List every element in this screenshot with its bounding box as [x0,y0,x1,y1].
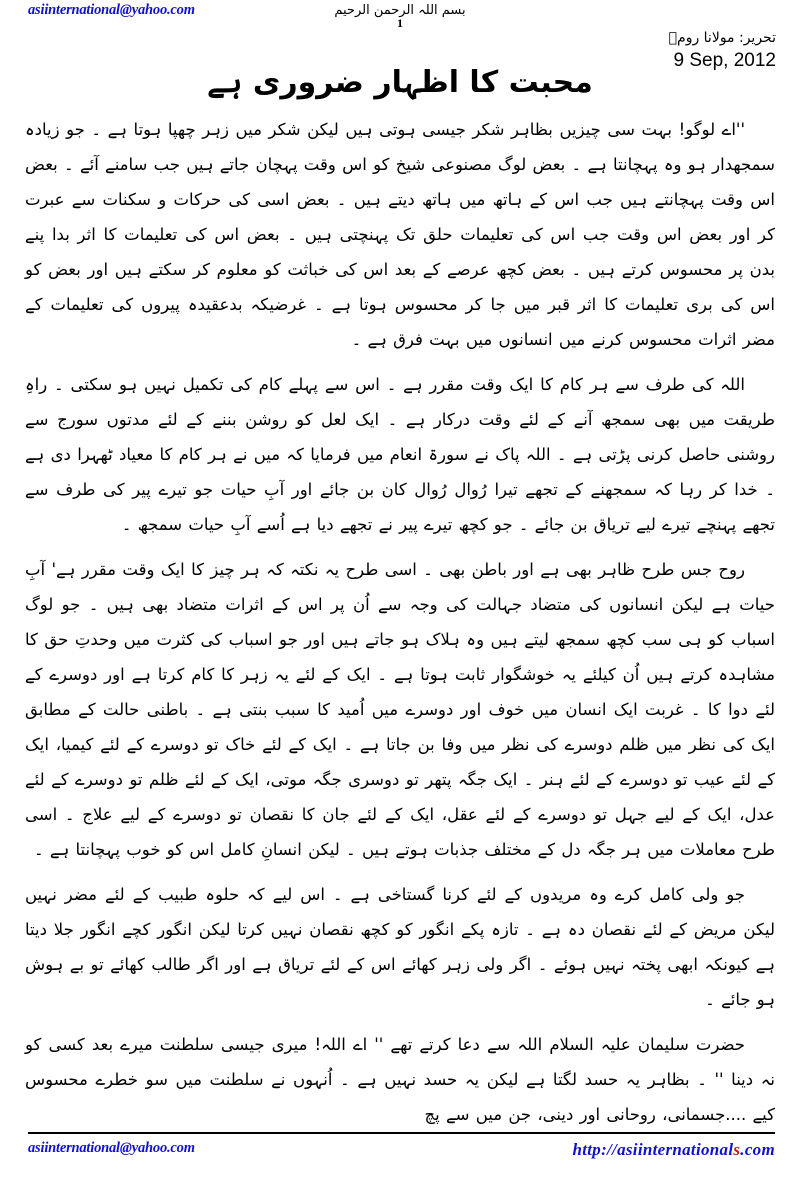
footer-website-url[interactable] [572,1140,775,1160]
page-number: 1 [397,16,403,30]
footer-row [28,1140,775,1160]
footer-url-suffix: .com [740,1140,775,1159]
page-title: محبت کا اظہار ضروری ہے [207,65,593,101]
article-paragraph: حضرت سلیمان علیہ السلام اللہ سے دعا کرتے تھے '' اے اللہ! میری جیسی سلطنت میرے بعد کسی کو نہ دینا '' ۔ بظاہر یہ حسد لگتا ہے لیکن یہ حسد نہیں ہے ۔ اُنہوں نے سلطنت میں سو خطرے محسوس کیے ....جسمانی، روحانی اور دینی، جن میں سے پچ [25,1035,775,1124]
header-email-address[interactable]: asiinternational@yahoo.com [28,2,195,18]
author-credit: تحریر: مولانا رومؒ [668,30,776,46]
footer-email-address[interactable]: asiinternational@yahoo.com [28,1140,195,1156]
footer-url-accent-letter: s [733,1140,741,1159]
article-body [25,112,775,1122]
article-paragraph: ''اے لوگو! بہت سی چیزیں بظاہر شکر جیسی ہوتی ہیں لیکن شکر میں زہر چھپا ہوتا ہے ۔ جو زیادہ سمجھدار ہو وہ پہچانتا ہے ۔ بعض لوگ مصنوعی شیخ کو اس وقت پہچان جاتے ہیں جب سامنے آئے ۔ بعض اس وقت پہچانتے ہیں جب اس کے ہاتھ میں ہاتھ دیتے ہیں ۔ بعض اسی کی حرکات و سکنات سے عبرت کر اور بعض اس وقت جب اس کی تعلیمات حلق تک پہنچتی ہیں ۔ بعض اس کی تعلیمات کا اثر بدا پنے بدن پر محسوس کرتے ہیں ۔ بعض کچھ عرصے کے بعد اس کی خباثت کو معلوم کر سکتے ہیں اور بعض کو اس کی بری تعلیمات کا اثر قبر میں جا کر محسوس ہوتا ہے ۔ غرضیکہ بدعقیدہ پیروں کی تعلیمات کے مضر اثرات محسوس کرنے میں انسانوں میں بہت فرق ہے ۔ [25,120,775,349]
footer-divider [28,1132,775,1134]
bismillah-text: بسم اللہ الرحمن الرحیم [334,3,466,18]
footer-url-prefix: http://asiinternational [572,1140,734,1159]
article-paragraph: اللہ کی طرف سے ہر کام کا ایک وقت مقرر ہے ۔ اس سے پہلے کام کی تکمیل نہیں ہو سکتی ۔ راہِ طریقت میں بھی سمجھ آنے کے لئے وقت درکار ہے ۔ ایک لعل کو روشن بننے کے لئے مدتوں سورج سے روشنی حاصل کرنی پڑتی ہے ۔ اللہ پاک نے سورۃ انعام میں فرمایا کہ میں نے ہر کام کا معیاد ٹھہرا دی ہے ۔ خدا کر رہا کہ سمجھنے کے تجھے تیرا رُوال رُوال کان بن جائے اور آبِ حیات جو تیرے پیر کی طرف سے تجھے پہنچے تیرے لیے تریاق بن جائے ۔ جو کچھ تیرے پیر نے تجھے دیا ہے اُسے آبِ حیات سمجھ ۔ [25,375,775,534]
article-paragraph: روح جس طرح ظاہر بھی ہے اور باطن بھی ۔ اسی طرح یہ نکتہ کہ ہر چیز کا ایک وقت مقرر ہے' آبِ حیات ہے لیکن انسانوں کی متضاد جہالت کی وجہ سے اُن پر اس کے اثرات متضاد بھی ہیں ۔ جو لوگ اسباب کو ہی سب کچھ سمجھ لیتے ہیں وہ ہلاک ہو جاتے ہیں اور جو اسباب کی کثرت میں وحدتِ حق کا مشاہدہ کرتے ہیں اُن کیلئے یہ خوشگوار ثابت ہوتا ہے ۔ ایک کے لئے یہ زہر کا کام کرتا ہے اور دوسرے کے لئے دوا کا ۔ غربت ایک انسان میں خوف اور دوسرے میں اُمید کا سبب بنتی ہے ۔ باطنی حالت کے مطابق ایک کی نظر میں ظلم دوسرے کی نظر میں وفا بن جاتا ہے ۔ ایک کے لئے خاک تو دوسرے کے لئے کیمیا، ایک کے لئے عیب تو دوسرے کے لئے ہنر ۔ ایک جگہ پتھر تو دوسری جگہ موتی، ایک کے لئے ظلم تو دوسرے کے لئے عدل، ایک کے لیے جہل تو دوسرے کے لئے عقل، ایک کے لئے جان کا نقصان تو دوسرے کے لیے علاج ۔ اسی طرح معاملات میں ہر جگہ دل کے مختلف جذبات ہوتے ہیں ۔ لیکن انسانِ کامل اس کو خوب پہچانتا ہے ۔ [25,560,775,859]
publication-date: 9 Sep, 2012 [673,49,776,71]
page-header [0,0,800,100]
article-paragraph: جو ولی کامل کرے وہ مریدوں کے لئے کرنا گستاخی ہے ۔ اس لیے کہ حلوہ طبیب کے لئے مضر نہیں لیکن مریض کے لئے نقصان دہ ہے ۔ تازہ پکے انگور کو کچھ نقصان نہیں کرتا لیکن انگور کچے انگور جلا دیتا ہے کیونکہ ابھی پختہ نہیں ہوئے ۔ اگر ولی زہر کھائے اس کے لئے تریاق ہے اور اگر طالب کھائے تو بے ہوش ہو جائے ۔ [25,885,775,1009]
page-footer [28,1132,775,1172]
